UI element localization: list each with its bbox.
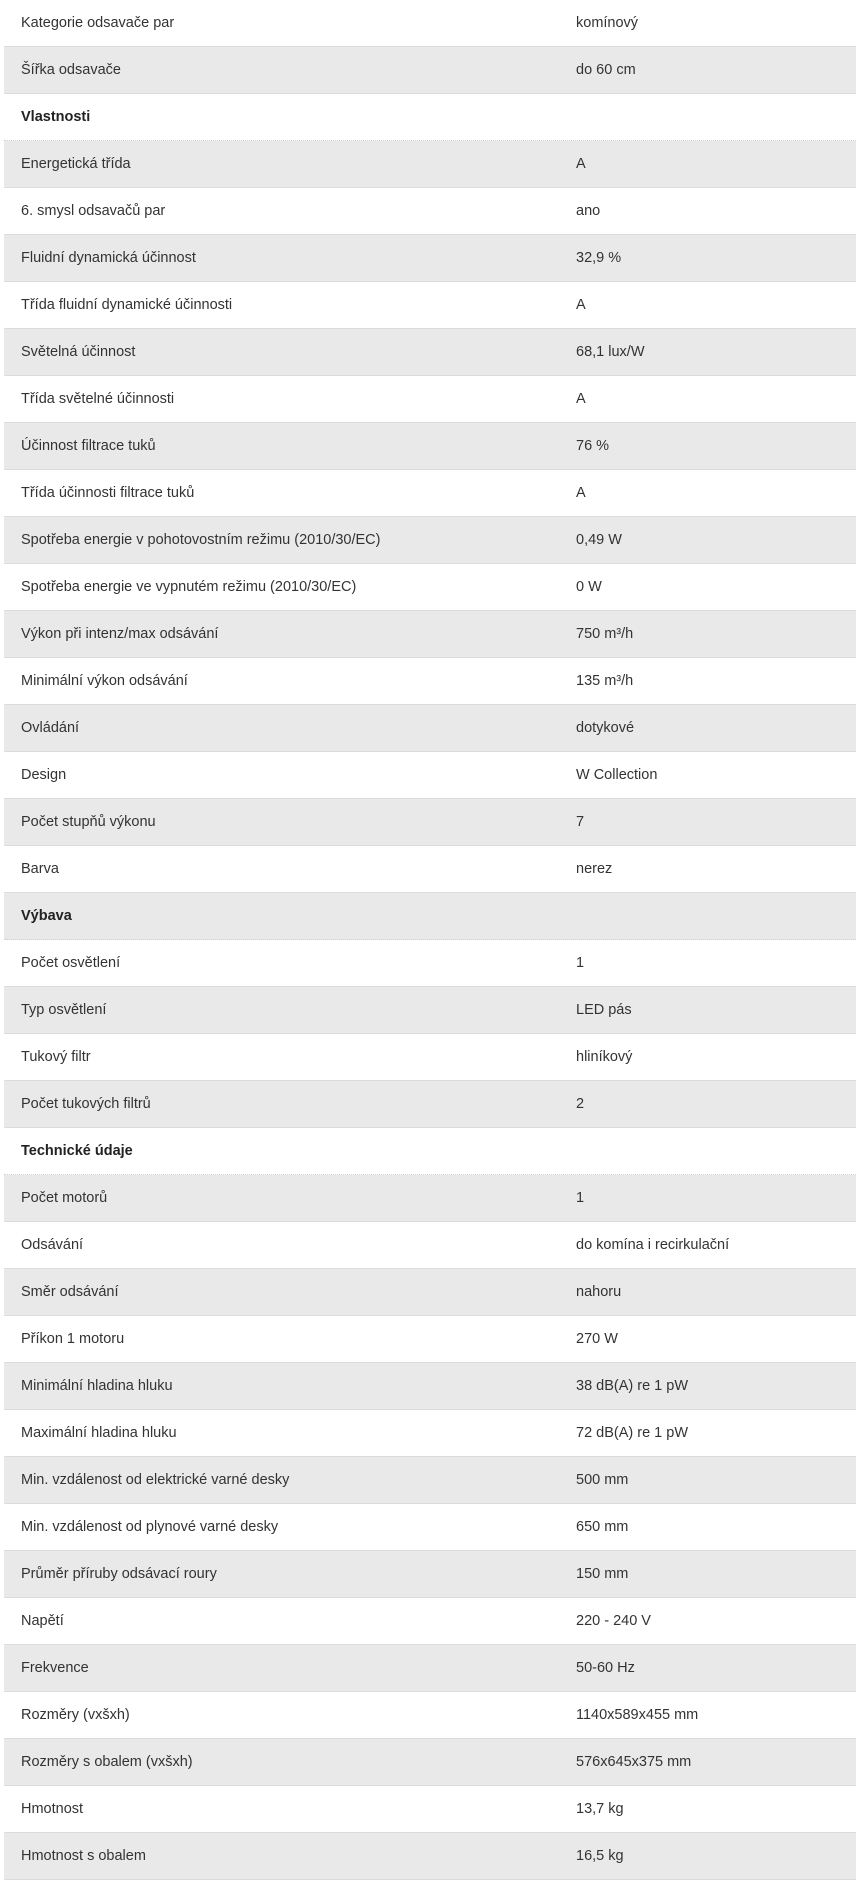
spec-row [4,423,856,470]
section-header [4,893,856,940]
spec-row [4,1222,856,1269]
spec-label: Třída světelné účinnosti [21,391,175,407]
spec-row [4,1457,856,1504]
spec-row [4,1081,856,1128]
spec-label: Min. vzdálenost od elektrické varné desky [21,1472,290,1488]
spec-value: 0 W [576,579,602,595]
spec-value: nahoru [576,1284,622,1300]
spec-value: 32,9 % [576,250,622,266]
spec-value: 1 [576,1190,585,1206]
spec-label: Účinnost filtrace tuků [21,438,156,454]
spec-label: Napětí [21,1613,64,1629]
spec-label: Tukový filtr [21,1049,91,1065]
spec-row [4,235,856,282]
spec-value: A [576,156,586,172]
spec-value: ano [576,203,601,219]
spec-row [4,1833,856,1880]
spec-label: Design [21,767,67,783]
spec-row [4,846,856,893]
spec-label: Minimální hladina hluku [21,1378,173,1394]
spec-value: 76 % [576,438,610,454]
spec-value: 500 mm [576,1472,629,1488]
spec-value: 50-60 Hz [576,1660,635,1676]
section-title: Výbava [21,908,72,924]
spec-value: nerez [576,861,613,877]
spec-label: Energetická třída [21,156,131,172]
spec-row [4,940,856,987]
spec-value: 7 [576,814,585,830]
spec-row [4,188,856,235]
spec-value: dotykové [576,720,635,736]
spec-row [4,1363,856,1410]
section-title: Technické údaje [21,1143,133,1159]
spec-label: Spotřeba energie v pohotovostním režimu (2010/30/EC) [21,532,381,548]
spec-row [4,799,856,846]
spec-value: A [576,391,586,407]
spec-label: Rozměry (vxšxh) [21,1707,130,1723]
spec-label: Šířka odsavače [21,62,121,78]
spec-row [4,564,856,611]
spec-row [4,611,856,658]
spec-label: 6. smysl odsavačů par [21,203,166,219]
spec-label: Počet stupňů výkonu [21,814,156,830]
spec-value: 2 [576,1096,585,1112]
spec-row [4,1410,856,1457]
spec-value: 576x645x375 mm [576,1754,692,1770]
spec-value: 13,7 kg [576,1801,624,1817]
spec-row [4,1645,856,1692]
spec-value: W Collection [576,767,658,783]
spec-row [4,658,856,705]
spec-row [4,1269,856,1316]
spec-value: hliníkový [576,1049,633,1065]
section-title: Vlastnosti [21,109,91,125]
spec-label: Min. vzdálenost od plynové varné desky [21,1519,279,1535]
section-header [4,94,856,141]
spec-row [4,705,856,752]
spec-label: Třída účinnosti filtrace tuků [21,485,195,501]
spec-value: 270 W [576,1331,618,1347]
spec-row [4,987,856,1034]
spec-row [4,1034,856,1081]
spec-label: Počet osvětlení [21,955,121,971]
spec-row [4,376,856,423]
spec-value: 1140x589x455 mm [576,1707,699,1723]
specification-table [4,0,856,1880]
spec-row [4,282,856,329]
spec-label: Typ osvětlení [21,1002,107,1018]
spec-row [4,1786,856,1833]
spec-label: Spotřeba energie ve vypnutém režimu (2010/30/EC) [21,579,357,595]
spec-row [4,1504,856,1551]
spec-value: 650 mm [576,1519,629,1535]
spec-row [4,1598,856,1645]
spec-value: 0,49 W [576,532,622,548]
spec-label: Minimální výkon odsávání [21,673,188,689]
spec-label: Počet tukových filtrů [21,1096,151,1112]
spec-row [4,1739,856,1786]
spec-row [4,517,856,564]
spec-value: 38 dB(A) re 1 pW [576,1378,689,1394]
spec-row [4,1175,856,1222]
spec-label: Kategorie odsavače par [21,15,175,31]
spec-value: 150 mm [576,1566,629,1582]
spec-value: 72 dB(A) re 1 pW [576,1425,689,1441]
spec-value: do 60 cm [576,62,636,78]
spec-row [4,1692,856,1739]
spec-label: Rozměry s obalem (vxšxh) [21,1754,193,1770]
spec-value: 135 m³/h [576,673,634,689]
spec-value: 16,5 kg [576,1848,624,1864]
spec-label: Frekvence [21,1660,89,1676]
spec-label: Příkon 1 motoru [21,1331,125,1347]
spec-row [4,0,856,47]
spec-label: Barva [21,861,59,877]
spec-row [4,47,856,94]
spec-value: 220 - 240 V [576,1613,651,1629]
spec-label: Ovládání [21,720,80,736]
spec-value: do komína i recirkulační [576,1237,730,1253]
spec-label: Hmotnost [21,1801,84,1817]
spec-value: A [576,485,586,501]
spec-label: Fluidní dynamická účinnost [21,250,196,266]
spec-label: Světelná účinnost [21,344,136,360]
spec-value: 750 m³/h [576,626,634,642]
spec-label: Výkon při intenz/max odsávání [21,626,219,642]
spec-label: Počet motorů [21,1190,108,1206]
spec-value: 1 [576,955,585,971]
section-header [4,1128,856,1175]
spec-value: LED pás [576,1002,632,1018]
spec-label: Směr odsávání [21,1284,119,1300]
spec-row [4,470,856,517]
spec-row [4,1316,856,1363]
spec-row [4,1551,856,1598]
spec-row [4,752,856,799]
spec-row [4,141,856,188]
spec-value: 68,1 lux/W [576,344,645,360]
spec-label: Průměr příruby odsávací roury [21,1566,217,1582]
spec-label: Třída fluidní dynamické účinnosti [21,297,233,313]
spec-label: Hmotnost s obalem [21,1848,146,1864]
spec-label: Maximální hladina hluku [21,1425,177,1441]
spec-value: A [576,297,586,313]
spec-label: Odsávání [21,1237,84,1253]
spec-row [4,329,856,376]
spec-value: komínový [576,15,639,31]
